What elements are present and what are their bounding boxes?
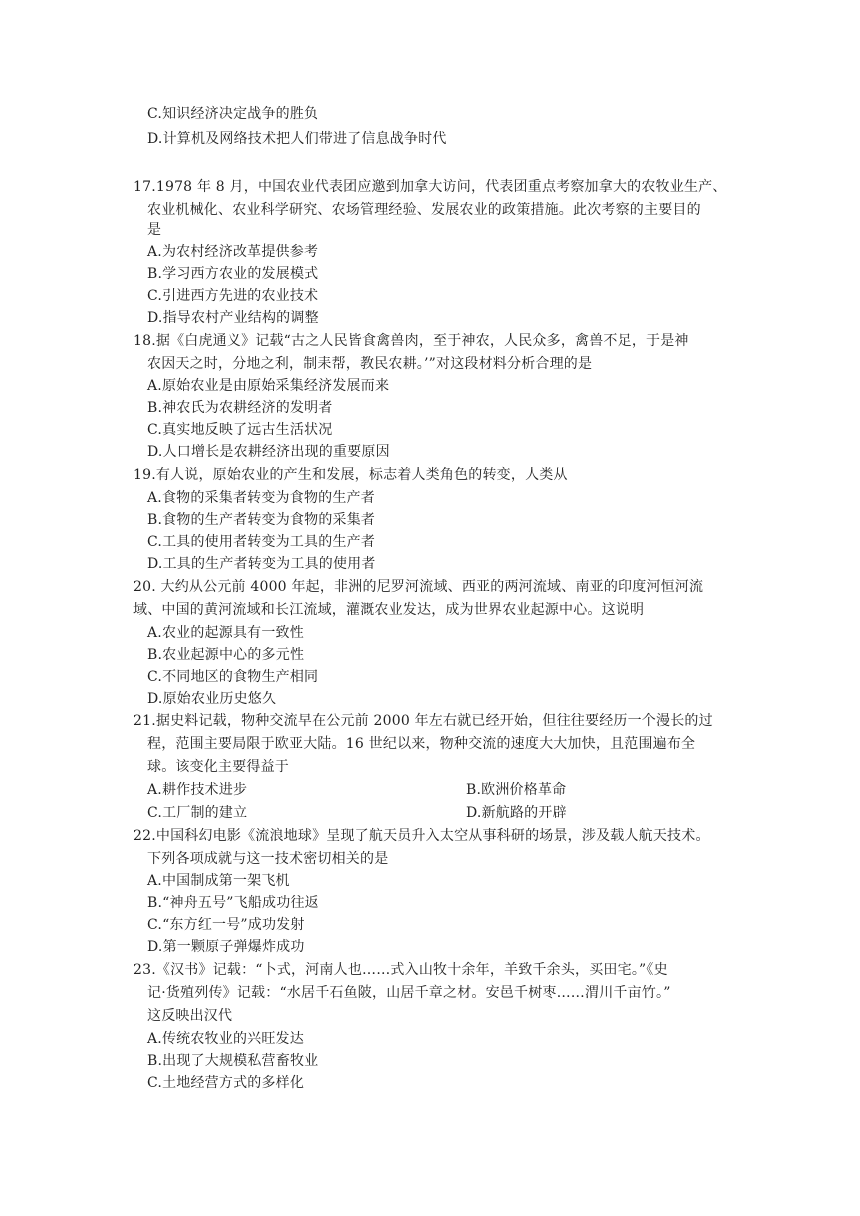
q23-stem-line-1: 23.《汉书》记载：“卜式，河南人也……式入山牧十余年，羊致千余头，买田宅。”《史 (133, 962, 668, 978)
q21-stem-line-1: 21.据史料记载，物种交流早在公元前 2000 年左右就已经开始，但往往要经历一个漫长的过 (133, 713, 713, 729)
q23-stem-line-2: 记·货殖列传》记载：“水居千石鱼陂，山居千章之材。安邑千树枣……渭川千亩竹。” (147, 985, 671, 1001)
q17-option-d: D.指导农村产业结构的调整 (147, 310, 319, 326)
q21-option-a: A.耕作技术进步 (147, 782, 248, 798)
q19-option-a: A.食物的采集者转变为食物的生产者 (147, 490, 375, 506)
q17-option-a: A.为农村经济改革提供参考 (147, 244, 319, 260)
q22-stem-line-2: 下列各项成就与这一技术密切相关的是 (147, 851, 389, 867)
q17-option-b: B.学习西方农业的发展模式 (147, 266, 319, 282)
q23-stem-line-3: 这反映出汉代 (147, 1008, 233, 1024)
q18-option-d: D.人口增长是农耕经济出现的重要原因 (147, 444, 390, 460)
q23-option-b: B.出现了大规模私营畜牧业 (147, 1053, 319, 1069)
q18-option-b: B.神农氏为农耕经济的发明者 (147, 400, 333, 416)
q20-stem-line-2: 域、中国的黄河流域和长江流域，灌溉农业发达，成为世界农业起源中心。这说明 (133, 602, 645, 618)
q22-option-b: B.“神舟五号”飞船成功往返 (147, 895, 319, 911)
q19-option-d: D.工具的生产者转变为工具的使用者 (147, 556, 376, 572)
q21-stem-line-3: 球。该变化主要得益于 (147, 759, 289, 775)
q19-option-b: B.食物的生产者转变为食物的采集者 (147, 512, 376, 528)
q18-option-a: A.原始农业是由原始采集经济发展而来 (147, 378, 390, 394)
q22-option-a: A.中国制成第一架飞机 (147, 873, 290, 889)
q22-option-c: C.“东方红一号”成功发射 (147, 917, 305, 933)
q21-stem-line-2: 程，范围主要局限于欧亚大陆。16 世纪以来，物种交流的速度大大加快，且范围遍布全 (147, 736, 696, 752)
q23-option-a: A.传统农牧业的兴旺发达 (147, 1031, 304, 1047)
q16-option-d: D.计算机及网络技术把人们带进了信息战争时代 (147, 131, 447, 147)
q23-option-c: C.土地经营方式的多样化 (147, 1075, 305, 1091)
q17-stem-line-2: 农业机械化、农业科学研究、农场管理经验、发展农业的政策措施。此次考察的主要目的 (147, 202, 701, 218)
q21-option-d: D.新航路的开辟 (466, 805, 567, 821)
q17-stem-line-1: 17.1978 年 8 月，中国农业代表团应邀到加拿大访问，代表团重点考察加拿大的农牧业生产、 (133, 179, 727, 195)
q22-option-d: D.第一颗原子弹爆炸成功 (147, 939, 305, 955)
q18-stem-line-2: 农因天之时，分地之利，制耒帮，教民农耕。’”对这段材料分析合理的是 (147, 356, 593, 372)
q22-stem-line-1: 22.中国科幻电影《流浪地球》呈现了航天员升入太空从事科研的场景，涉及载人航天技术。 (133, 828, 710, 844)
q20-option-d: D.原始农业历史悠久 (147, 691, 277, 707)
q21-option-c: C.工厂制的建立 (147, 805, 248, 821)
q17-option-c: C.引进西方先进的农业技术 (147, 288, 319, 304)
q18-option-c: C.真实地反映了远古生活状况 (147, 422, 333, 438)
q19-option-c: C.工具的使用者转变为工具的生产者 (147, 534, 376, 550)
q20-stem-line-1: 20. 大约从公元前 4000 年起，非洲的尼罗河流域、西亚的两河流域、南亚的印度河恒河流 (133, 579, 704, 595)
q19-stem-line-1: 19.有人说，原始农业的产生和发展，标志着人类角色的转变，人类从 (133, 467, 568, 483)
q20-option-b: B.农业起源中心的多元性 (147, 647, 305, 663)
q21-option-b: B.欧洲价格革命 (466, 782, 567, 798)
q16-option-c: C.知识经济决定战争的胜负 (147, 106, 319, 122)
q20-option-c: C.不同地区的食物生产相同 (147, 669, 319, 685)
q17-stem-line-3: 是 (147, 222, 162, 238)
q20-option-a: A.农业的起源具有一致性 (147, 625, 304, 641)
q18-stem-line-1: 18.据《白虎通义》记载“古之人民皆食禽兽肉，至于神农，人民众多，禽兽不足，于是神 (133, 333, 689, 349)
